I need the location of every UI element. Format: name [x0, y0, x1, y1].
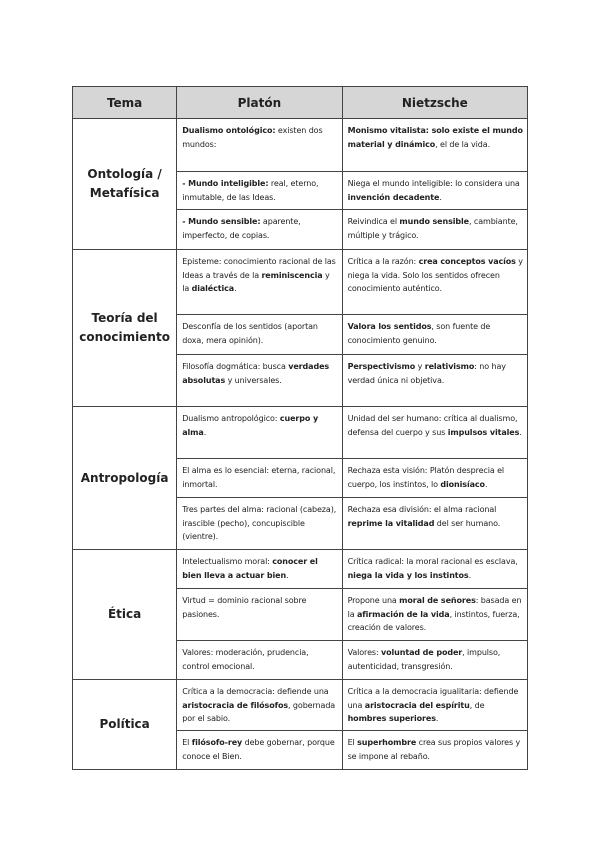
- header-row: [73, 87, 528, 119]
- bold-text: relativismo: [424, 362, 475, 371]
- cell-text: Crítica a la democracia: defiende una: [182, 687, 329, 696]
- cell-text: El alma es lo esencial: eterna, racional, inmortal.: [182, 466, 336, 489]
- platon-cell: [177, 407, 342, 459]
- cell-text: Niega el mundo inteligible: lo considera una: [347, 179, 520, 188]
- bold-text: impulsos vitales: [447, 427, 520, 437]
- cell-text: .: [468, 570, 472, 580]
- bold-text: verdades absolutas: [182, 362, 330, 385]
- table-row: [73, 119, 528, 172]
- cell-text: crea sus propios valores y se impone al rebaño.: [347, 738, 521, 761]
- topic-conocimiento-line1: Teoría del: [91, 311, 158, 325]
- table-row: [73, 250, 528, 315]
- cell-text: del ser humano.: [434, 518, 501, 528]
- cell-text: El: [182, 738, 192, 747]
- nietzsche-cell: [342, 119, 527, 172]
- platon-cell: [177, 355, 342, 407]
- comparison-table: [72, 86, 528, 770]
- bold-text: aristocracia de filósofos: [182, 700, 289, 710]
- platon-cell: [177, 680, 342, 731]
- bold-text: dionisíaco: [440, 479, 485, 489]
- bold-text: voluntad de poder: [381, 648, 463, 657]
- bold-text: - Mundo inteligible:: [182, 179, 269, 188]
- table-row: [73, 680, 528, 731]
- cell-text: .: [484, 479, 488, 489]
- bold-text: reminiscencia: [261, 270, 323, 280]
- topic-antropologia: [73, 407, 177, 550]
- header-tema: Tema: [73, 87, 177, 119]
- table-row: [73, 550, 528, 589]
- bold-text: afirmación de la vida: [356, 609, 450, 619]
- nietzsche-cell: [342, 731, 527, 770]
- cell-text: .: [435, 714, 439, 723]
- topic-conocimiento-line2: conocimiento: [79, 330, 170, 344]
- nietzsche-cell: [342, 172, 527, 210]
- bold-text: moral de señores: [399, 596, 476, 605]
- nietzsche-cell: [342, 641, 527, 680]
- bold-text: cuerpo y alma: [182, 414, 319, 437]
- topic-etica-line1: Ética: [107, 607, 142, 621]
- nietzsche-cell: [342, 407, 527, 459]
- header-platon: Platón: [177, 87, 342, 119]
- table-body: [73, 119, 528, 770]
- nietzsche-cell: [342, 680, 527, 731]
- platon-cell: [177, 250, 342, 315]
- platon-cell: [177, 119, 342, 172]
- bold-text: - Mundo sensible:: [182, 217, 261, 226]
- cell-text: Crítica radical: la moral racional es esclava,: [347, 557, 518, 566]
- platon-cell: [177, 641, 342, 680]
- cell-text: Episteme: conocimiento racional de las Ideas a través de la: [182, 257, 336, 280]
- topic-politica-line1: Política: [99, 717, 150, 731]
- bold-text: mundo sensible: [399, 217, 470, 226]
- nietzsche-cell: [342, 550, 527, 589]
- bold-text: reprime la vitalidad: [347, 518, 435, 528]
- bold-text: Valora los sentidos: [347, 322, 432, 331]
- topic-antropologia-line1: Antropología: [80, 470, 169, 485]
- bold-text: dialéctica: [191, 284, 235, 293]
- cell-text: Virtud = dominio racional sobre pasiones.: [182, 596, 307, 619]
- cell-text: Rechaza esta visión: Platón desprecia el cuerpo, los instintos, lo: [347, 466, 505, 489]
- bold-text: Dualismo ontológico:: [182, 126, 276, 135]
- platon-cell: [177, 731, 342, 770]
- cell-text: y la: [182, 270, 330, 293]
- cell-text: Rechaza esa división: el alma racional: [347, 505, 497, 514]
- cell-text: , gobernada por el sabio.: [182, 700, 336, 723]
- topic-ontologia-line2: Metafísica: [89, 186, 160, 200]
- cell-text: , son fuente de conocimiento genuino.: [347, 322, 491, 345]
- cell-text: Propone una: [347, 596, 400, 605]
- bold-text: conocer el bien lleva a actuar bien: [182, 557, 318, 580]
- cell-text: y niega la vida. Solo los sentidos ofrecen conocimiento auténtico.: [347, 257, 523, 293]
- platon-cell: [177, 315, 342, 355]
- header-nietzsche: Nietzsche: [342, 87, 527, 119]
- cell-text: .: [203, 427, 207, 437]
- cell-text: , de: [469, 700, 485, 710]
- nietzsche-cell: [342, 250, 527, 315]
- nietzsche-cell: [342, 498, 527, 550]
- platon-cell: [177, 498, 342, 550]
- platon-cell: [177, 589, 342, 641]
- bold-text: crea conceptos vacíos: [418, 257, 516, 266]
- bold-text: superhombre: [357, 738, 417, 747]
- nietzsche-cell: [342, 589, 527, 641]
- nietzsche-cell: [342, 355, 527, 407]
- platon-cell: [177, 459, 342, 498]
- cell-text: existen dos mundos:: [182, 126, 323, 149]
- cell-text: , el de la vida.: [435, 139, 491, 149]
- cell-text: Reivindica el: [347, 217, 400, 226]
- topic-etica: [73, 550, 177, 680]
- cell-text: Desconfía de los sentidos (aportan doxa, mera opinión).: [182, 322, 318, 345]
- cell-text: Valores:: [347, 648, 381, 657]
- cell-text: Crítica a la democracia igualitaria: defiende una: [347, 687, 519, 710]
- bold-text: invención decadente: [347, 192, 440, 202]
- nietzsche-cell: [342, 315, 527, 355]
- cell-text: Tres partes del alma: racional (cabeza), irascible (pecho), concupiscible (vientre).: [182, 505, 337, 541]
- platon-cell: [177, 172, 342, 210]
- cell-text: real, eterno, inmutable, de las Ideas.: [182, 179, 319, 202]
- cell-text: , impulso, autenticidad, transgresión.: [347, 648, 501, 671]
- bold-text: niega la vida y los instintos: [347, 570, 469, 580]
- cell-text: Valores: moderación, prudencia, control emocional.: [182, 648, 309, 671]
- platon-cell: [177, 550, 342, 589]
- topic-ontologia: [73, 119, 177, 250]
- cell-text: , cambiante, múltiple y trágico.: [347, 217, 518, 240]
- cell-text: : basada en la: [347, 596, 522, 619]
- cell-text: y: [415, 362, 425, 371]
- cell-text: .: [286, 570, 289, 580]
- cell-text: , instintos, fuerza, creación de valores.: [347, 609, 520, 632]
- nietzsche-cell: [342, 210, 527, 250]
- cell-text: .: [439, 192, 442, 202]
- cell-text: Dualismo antropológico:: [182, 414, 280, 423]
- cell-text: debe gobernar, porque conoce el Bien.: [182, 738, 335, 761]
- cell-text: El: [347, 738, 358, 747]
- cell-text: Unidad del ser humano: crítica al dualismo, defensa del cuerpo y sus: [347, 414, 518, 437]
- cell-text: .: [519, 427, 522, 437]
- cell-text: : no hay verdad única ni objetiva.: [347, 362, 506, 385]
- platon-cell: [177, 210, 342, 250]
- cell-text: Filosofía dogmática: busca: [182, 362, 289, 371]
- bold-text: filósofo-rey: [191, 738, 243, 747]
- bold-text: hombres superiores: [347, 714, 436, 723]
- topic-conocimiento: [73, 250, 177, 407]
- cell-text: y universales.: [225, 375, 282, 385]
- cell-text: Intelectualismo moral:: [182, 557, 273, 566]
- bold-text: aristocracia del espíritu: [364, 700, 470, 710]
- topic-ontologia-line1: Ontología /: [87, 167, 162, 181]
- cell-text: Crítica a la razón:: [347, 257, 419, 266]
- bold-text: Perspectivismo: [347, 362, 416, 371]
- topic-politica: [73, 680, 177, 770]
- table-row: [73, 407, 528, 459]
- nietzsche-cell: [342, 459, 527, 498]
- cell-text: .: [234, 284, 237, 293]
- cell-text: aparente, imperfecto, de copias.: [182, 217, 301, 240]
- bold-text: Monismo vitalista: solo existe el mundo material y dinámico: [347, 126, 523, 149]
